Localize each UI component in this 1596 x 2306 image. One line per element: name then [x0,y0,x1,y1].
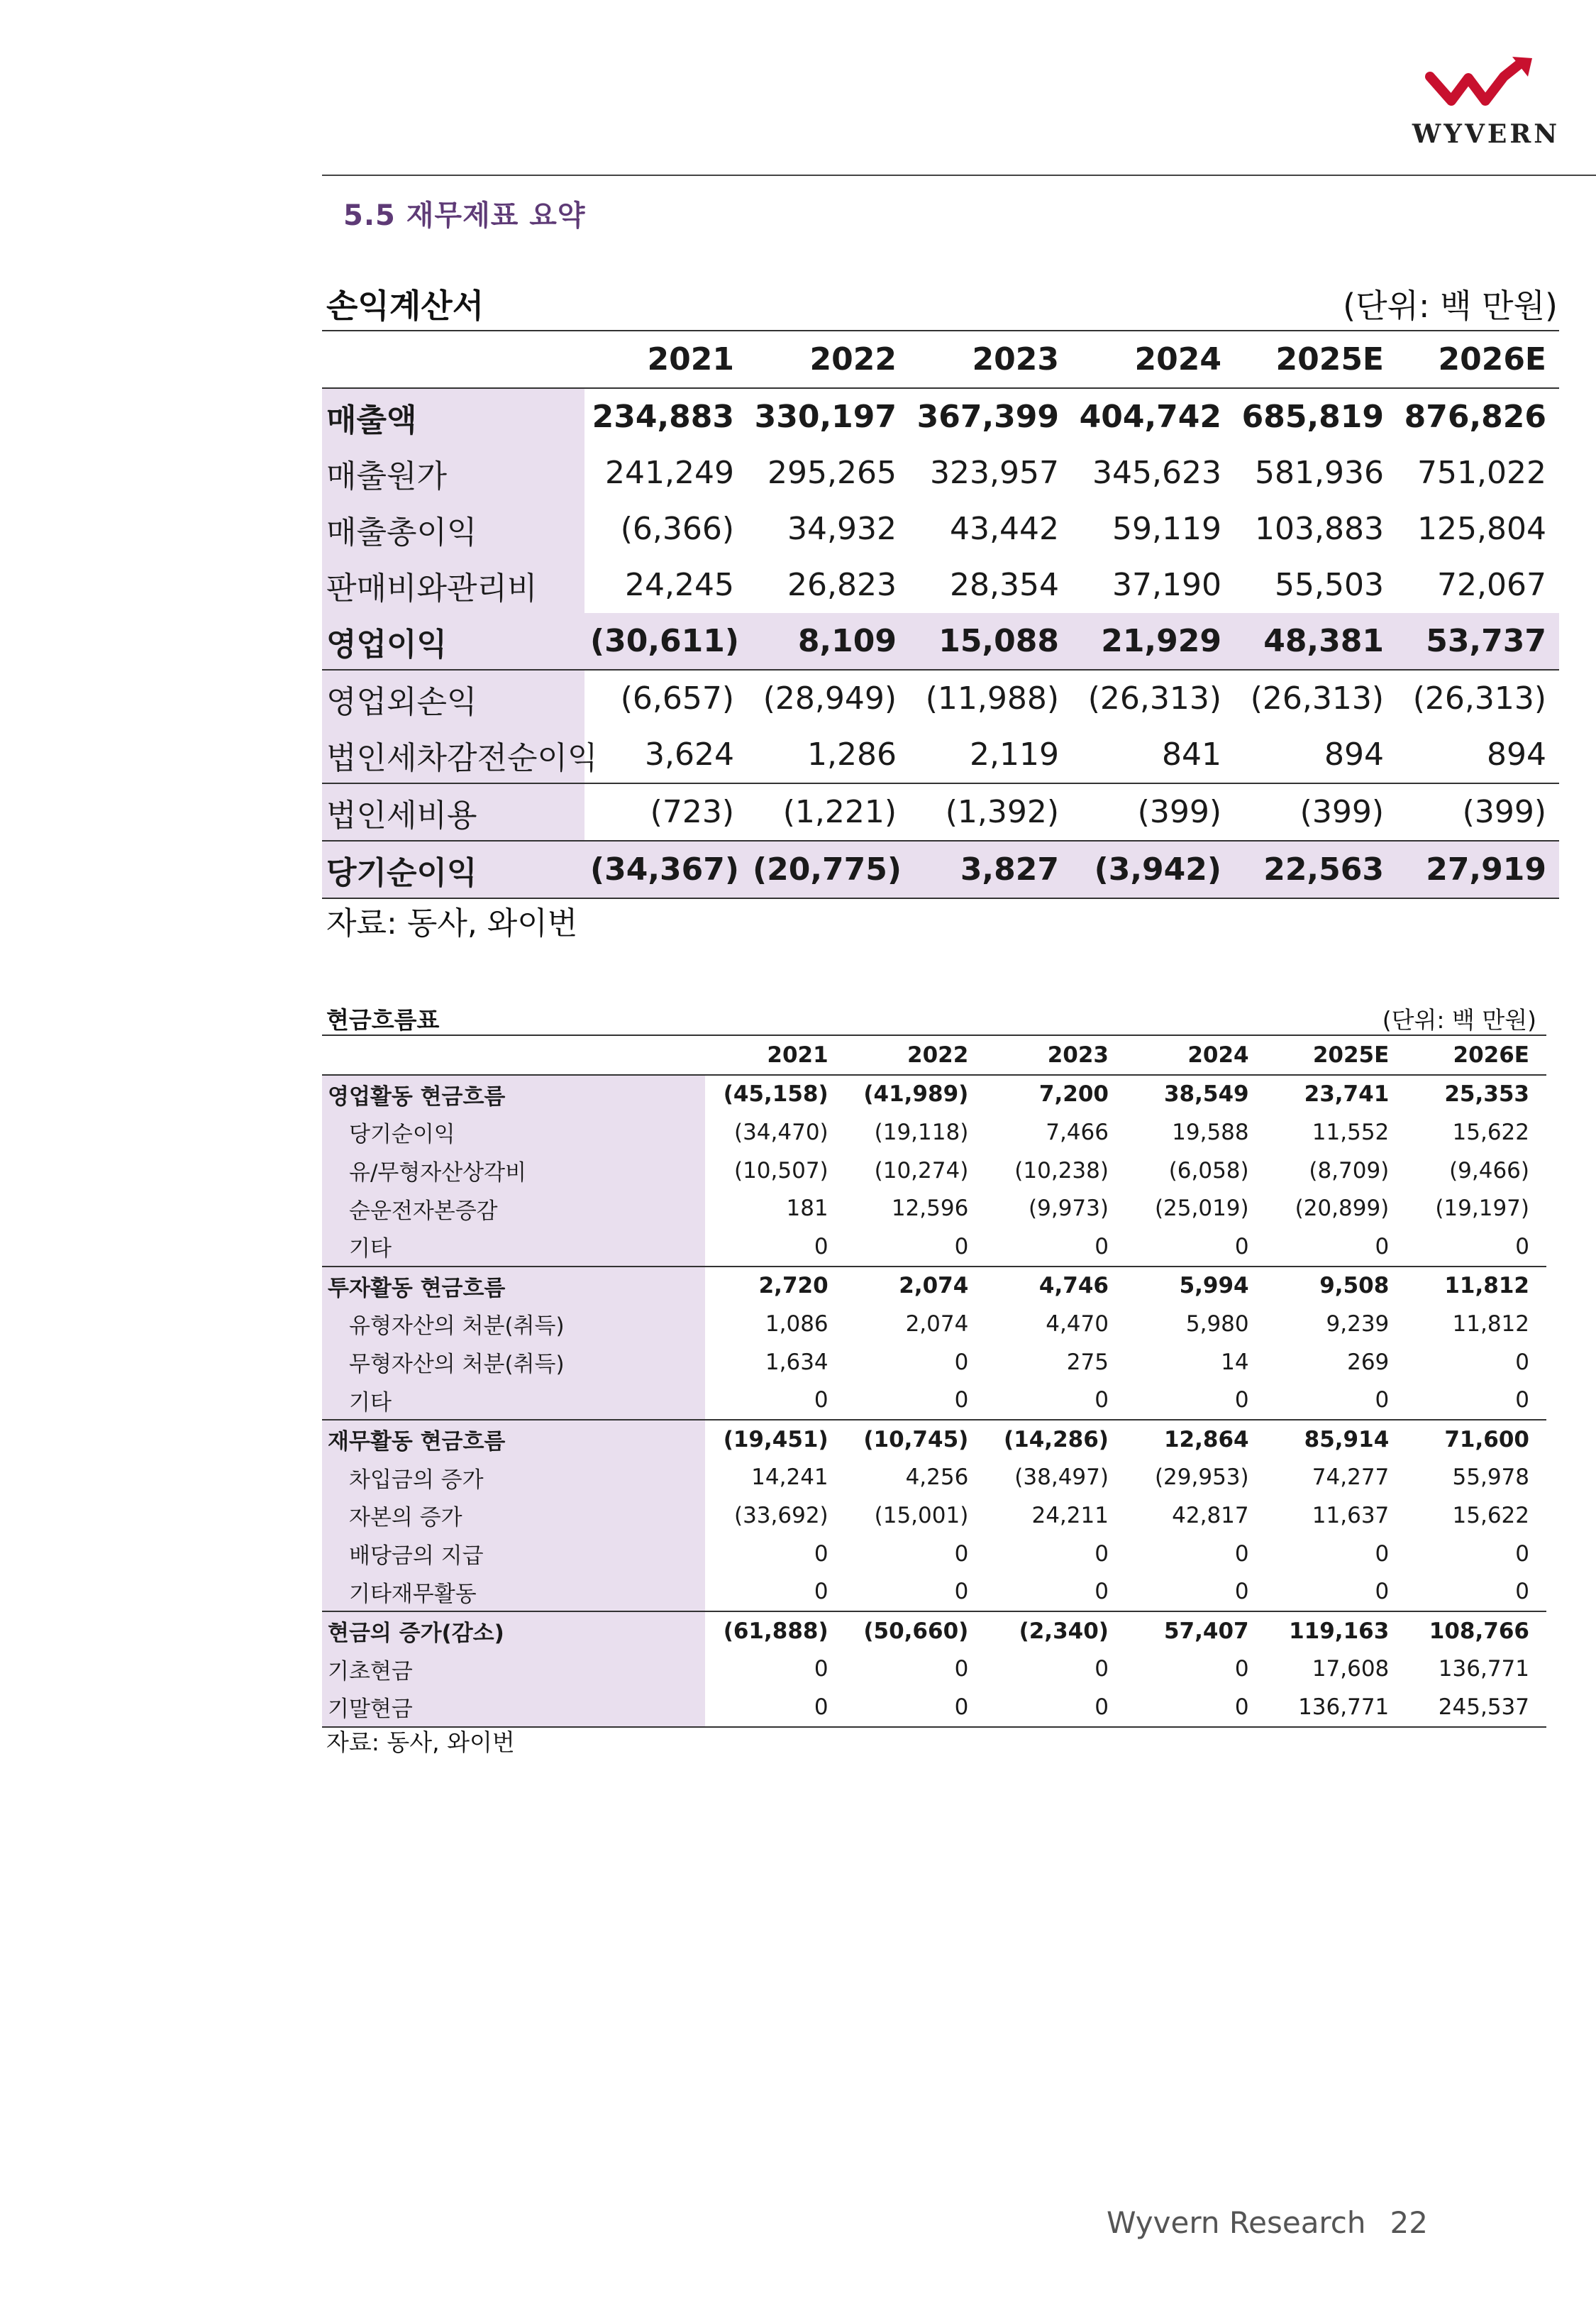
cashflow-row-label: 유형자산의 처분(취득) [322,1305,705,1343]
cashflow-cell: 2,074 [905,1311,969,1337]
cashflow-cell: 11,812 [1452,1311,1529,1337]
cashflow-cell: (10,745) [846,1420,986,1459]
income-row [322,501,1559,557]
cashflow-row-label: 기타재무활동 [322,1572,705,1611]
cashflow-cell: 11,637 [1312,1502,1390,1528]
section-title: 5.5 재무제표 요약 [343,199,586,232]
cashflow-cell: 0 [954,1233,969,1259]
income-year: 2022 [747,331,909,388]
cashflow-cell: (50,660) [846,1611,986,1650]
cashflow-cell: 71,600 [1406,1420,1546,1459]
cashflow-row [322,1113,1546,1152]
cashflow-header-row [322,1035,1546,1075]
cashflow-cell: (10,507) [733,1157,829,1184]
cashflow-row-label: 순운전자본증감 [322,1189,705,1228]
cashflow-cell: (25,019) [1154,1196,1249,1222]
cashflow-cell: (61,888) [705,1611,846,1650]
cashflow-cell: 19,588 [1172,1119,1249,1145]
income-year: 2021 [584,331,747,388]
cashflow-cell: 0 [1515,1540,1529,1567]
income-cell: 367,399 [916,399,1059,435]
cashflow-cell: 38,549 [1163,1081,1249,1108]
cashflow-cell: 0 [1095,1233,1109,1259]
income-cell: 21,929 [1072,613,1234,670]
income-cell: (1,221) [747,783,909,841]
cashflow-cell: (19,451) [705,1420,846,1459]
cashflow-row [322,1343,1546,1381]
income-cell: 241,249 [605,455,734,491]
cashflow-cell: 85,914 [1266,1420,1407,1459]
income-cell: 28,354 [950,567,1059,603]
income-cell: 72,067 [1437,567,1546,603]
income-cell: 751,022 [1417,455,1546,491]
income-cell: 48,381 [1234,613,1397,670]
footer-page-number: 22 [1390,2205,1428,2240]
income-cell: 1,286 [807,737,897,773]
income-cell: 2,119 [970,737,1059,773]
cashflow-cell: 0 [814,1387,829,1413]
income-cell: 125,804 [1417,511,1546,547]
cashflow-row-label: 기타 [322,1381,705,1420]
page-footer [1107,2205,1428,2240]
cashflow-cell: 0 [1095,1579,1109,1605]
income-row [322,445,1559,501]
income-cell: 8,109 [747,613,909,670]
income-year: 2026E [1397,331,1559,388]
cashflow-cell: (8,709) [1309,1157,1390,1184]
cashflow-cell: 57,407 [1126,1611,1266,1650]
cashflow-cell: 23,741 [1304,1081,1390,1108]
income-row-label: 매출원가 [322,445,584,501]
income-cell: (6,366) [620,511,734,547]
income-row-label: 판매비와관리비 [322,557,584,613]
income-cell: 24,245 [625,567,734,603]
cashflow-cell: 0 [1095,1540,1109,1567]
cashflow-cell: 12,864 [1126,1420,1266,1459]
income-row [322,613,1559,670]
wyvern-logo [1412,55,1561,155]
cashflow-cell: (20,899) [1295,1196,1390,1222]
cashflow-cell: 0 [814,1656,829,1682]
income-cell: 53,737 [1397,613,1559,670]
income-cell: (1,392) [909,783,1072,841]
cashflow-cell: 11,552 [1312,1119,1390,1145]
income-statement-table [322,330,1559,899]
cashflow-cell: 0 [1095,1656,1109,1682]
cashflow-year: 2023 [985,1035,1126,1075]
income-cell: 59,119 [1112,511,1221,547]
cashflow-row-label: 무형자산의 처분(취득) [322,1343,705,1381]
cashflow-cell: 17,608 [1312,1656,1390,1682]
cashflow-cell: 12,596 [891,1196,969,1222]
cashflow-cell: 0 [1375,1540,1390,1567]
cashflow-cell: 14 [1221,1349,1249,1375]
cashflow-cell: (6,058) [1168,1157,1249,1184]
cashflow-cell: 24,211 [1031,1502,1109,1528]
income-cell: 34,932 [787,511,897,547]
cashflow-cell: 136,771 [1266,1688,1407,1727]
income-cell: 22,563 [1234,841,1397,898]
cashflow-cell: 0 [1515,1387,1529,1413]
income-statement-caption: 손익계산서 [326,287,484,325]
cashflow-cell: 0 [814,1579,829,1605]
cashflow-cell: 5,980 [1185,1311,1249,1337]
cashflow-row-label: 재무활동 현금흐름 [322,1420,705,1459]
income-statement-unit: (단위: 백 만원) [1343,287,1558,325]
cashflow-cell: 7,466 [1046,1119,1109,1145]
cashflow-caption: 현금흐름표 [326,1006,440,1034]
income-row [322,783,1559,841]
income-cell: 841 [1162,737,1221,773]
cashflow-row [322,1688,1546,1727]
cashflow-row [322,1535,1546,1573]
income-cell: 685,819 [1241,399,1384,435]
cashflow-cell: 0 [1515,1233,1529,1259]
income-year: 2024 [1072,331,1234,388]
income-row [322,670,1559,727]
cashflow-header-label [322,1035,705,1075]
cashflow-row-label: 투자활동 현금흐름 [322,1267,705,1306]
cashflow-cell: (15,001) [874,1502,969,1528]
cashflow-row [322,1459,1546,1497]
income-year: 2025E [1234,331,1397,388]
cashflow-cell: (14,286) [985,1420,1126,1459]
cashflow-unit: (단위: 백 만원) [1382,1006,1536,1034]
cashflow-cell: (19,197) [1435,1196,1529,1222]
cashflow-row [322,1075,1546,1114]
income-cell: 3,827 [909,841,1072,898]
cashflow-row-label: 영업활동 현금흐름 [322,1075,705,1114]
logo-text: WYVERN [1412,119,1561,149]
income-cell: 43,442 [950,511,1059,547]
cashflow-cell: 0 [1234,1579,1249,1605]
cashflow-cell: (33,692) [733,1502,829,1528]
cashflow-cell: 15,622 [1452,1502,1529,1528]
cashflow-row [322,1496,1546,1535]
cashflow-cell: 74,277 [1312,1464,1390,1491]
cashflow-cell: (41,989) [863,1081,969,1108]
cashflow-row-label: 배당금의 지급 [322,1535,705,1573]
income-cell: 330,197 [754,399,897,435]
cashflow-cell: 0 [954,1656,969,1682]
income-cell: 37,190 [1112,567,1221,603]
cashflow-cell: 119,163 [1266,1611,1407,1650]
cashflow-cell: 0 [1375,1579,1390,1605]
income-cell: 15,088 [909,613,1072,670]
cashflow-year: 2025E [1266,1035,1407,1075]
cashflow-cell: 0 [1234,1233,1249,1259]
income-cell: (28,949) [747,670,909,727]
cashflow-cell: (2,340) [985,1611,1126,1650]
cashflow-cell: 4,256 [905,1464,969,1491]
cashflow-year: 2024 [1126,1035,1266,1075]
cashflow-cell: 0 [954,1349,969,1375]
wyvern-logo-icon [1424,55,1538,112]
income-header-row [322,331,1559,388]
income-cell: 404,742 [1079,399,1221,435]
cashflow-cell: (10,238) [1014,1157,1109,1184]
income-cell: 55,503 [1275,567,1384,603]
cashflow-cell: (10,274) [874,1157,969,1184]
cashflow-cell: 0 [1515,1579,1529,1605]
cashflow-cell: 0 [1375,1387,1390,1413]
cashflow-cell: 0 [846,1688,986,1727]
cashflow-cell: 0 [1234,1656,1249,1682]
income-cell: (6,657) [584,670,747,727]
cashflow-cell: (34,470) [733,1119,829,1145]
cashflow-row [322,1420,1546,1459]
cashflow-cell: 15,622 [1452,1119,1529,1145]
cashflow-cell: 4,470 [1046,1311,1109,1337]
income-row [322,841,1559,898]
cashflow-cell: 0 [1126,1688,1266,1727]
income-cell: 323,957 [930,455,1059,491]
income-row-label: 영업이익 [322,613,584,670]
cashflow-row [322,1228,1546,1267]
income-row-label: 법인세비용 [322,783,584,841]
cashflow-row [322,1267,1546,1306]
income-cell: 876,826 [1404,399,1546,435]
cashflow-row-label: 기타 [322,1228,705,1267]
income-cell: (20,775) [747,841,909,898]
income-cell: 581,936 [1255,455,1384,491]
cashflow-cell: 0 [954,1579,969,1605]
income-cell: 27,919 [1397,841,1559,898]
income-cell: 345,623 [1092,455,1221,491]
cashflow-source: 자료: 동사, 와이번 [326,1728,515,1756]
income-cell: (26,313) [1072,670,1234,727]
cashflow-cell: (19,118) [874,1119,969,1145]
cashflow-cell: 0 [1375,1233,1390,1259]
cashflow-row-label: 유/무형자산상각비 [322,1152,705,1190]
cashflow-row [322,1152,1546,1190]
cashflow-year: 2022 [846,1035,986,1075]
header-rule [322,175,1596,176]
cashflow-cell: 0 [985,1688,1126,1727]
cashflow-cell: 0 [1234,1387,1249,1413]
cashflow-row-label: 차입금의 증가 [322,1459,705,1497]
cashflow-row [322,1611,1546,1650]
cashflow-cell: 0 [954,1387,969,1413]
cashflow-cell: 0 [814,1540,829,1567]
income-cell: 3,624 [645,737,734,773]
cashflow-cell: 25,353 [1444,1081,1529,1108]
income-row [322,727,1559,783]
income-cell: 234,883 [592,399,734,435]
cashflow-cell: 4,746 [985,1267,1126,1306]
income-cell: 894 [1487,737,1546,773]
income-cell: 26,823 [787,567,897,603]
income-year: 2023 [909,331,1072,388]
income-row [322,557,1559,613]
cashflow-cell: (9,973) [1029,1196,1109,1222]
income-cell: (26,313) [1397,670,1559,727]
cashflow-cell: 0 [705,1688,846,1727]
income-cell: (11,988) [909,670,1072,727]
income-cell: (30,611) [584,613,747,670]
cashflow-cell: 9,239 [1326,1311,1390,1337]
income-cell: 295,265 [767,455,897,491]
income-cell: 894 [1324,737,1384,773]
cashflow-row [322,1381,1546,1420]
income-row-label: 매출총이익 [322,501,584,557]
cashflow-cell: 181 [786,1196,829,1222]
income-cell: (399) [1072,783,1234,841]
cashflow-row [322,1189,1546,1228]
cashflow-cell: (38,497) [1014,1464,1109,1491]
cashflow-cell: 2,720 [705,1267,846,1306]
cashflow-cell: 2,074 [846,1267,986,1306]
income-row [322,388,1559,445]
income-row-label: 매출액 [322,388,584,445]
cashflow-cell: 108,766 [1406,1611,1546,1650]
income-cell: (34,367) [584,841,747,898]
cashflow-row-label: 당기순이익 [322,1113,705,1152]
cashflow-cell: 0 [1095,1387,1109,1413]
cashflow-cell: 7,200 [1038,1081,1109,1108]
income-cell: (3,942) [1072,841,1234,898]
cashflow-cell: (45,158) [723,1081,829,1108]
footer-brand: Wyvern Research [1107,2205,1366,2240]
cashflow-table [322,1035,1546,1728]
cashflow-cell: 136,771 [1438,1656,1529,1682]
cashflow-cell: 42,817 [1172,1502,1249,1528]
cashflow-row [322,1650,1546,1689]
cashflow-cell: 0 [954,1540,969,1567]
cashflow-cell: 1,634 [765,1349,829,1375]
cashflow-cell: 1,086 [765,1311,829,1337]
income-row-label: 영업외손익 [322,670,584,727]
cashflow-cell: 0 [1234,1540,1249,1567]
cashflow-row-label: 기초현금 [322,1650,705,1689]
cashflow-cell: 9,508 [1266,1267,1407,1306]
cashflow-cell: 0 [814,1233,829,1259]
income-cell: 103,883 [1255,511,1384,547]
cashflow-year: 2026E [1406,1035,1546,1075]
income-cell: (399) [1397,783,1559,841]
cashflow-cell: 245,537 [1406,1688,1546,1727]
cashflow-row [322,1572,1546,1611]
cashflow-cell: 55,978 [1452,1464,1529,1491]
income-statement-source: 자료: 동사, 와이번 [326,905,578,942]
cashflow-year: 2021 [705,1035,846,1075]
cashflow-row-label: 기말현금 [322,1688,705,1727]
cashflow-cell: 14,241 [751,1464,829,1491]
cashflow-cell: 269 [1347,1349,1390,1375]
income-row-label: 법인세차감전순이익 [322,727,584,783]
cashflow-row-label: 자본의 증가 [322,1496,705,1535]
cashflow-cell: 11,812 [1406,1267,1546,1306]
income-cell: (399) [1234,783,1397,841]
cashflow-cell: (9,466) [1449,1157,1529,1184]
cashflow-cell: (29,953) [1154,1464,1249,1491]
income-cell: (723) [584,783,747,841]
income-cell: (26,313) [1234,670,1397,727]
cashflow-cell: 5,994 [1126,1267,1266,1306]
cashflow-row [322,1305,1546,1343]
cashflow-row-label: 현금의 증가(감소) [322,1611,705,1650]
cashflow-cell: 0 [1515,1349,1529,1375]
income-row-label: 당기순이익 [322,841,584,898]
income-header-label [322,331,584,388]
cashflow-cell: 275 [1066,1349,1109,1375]
